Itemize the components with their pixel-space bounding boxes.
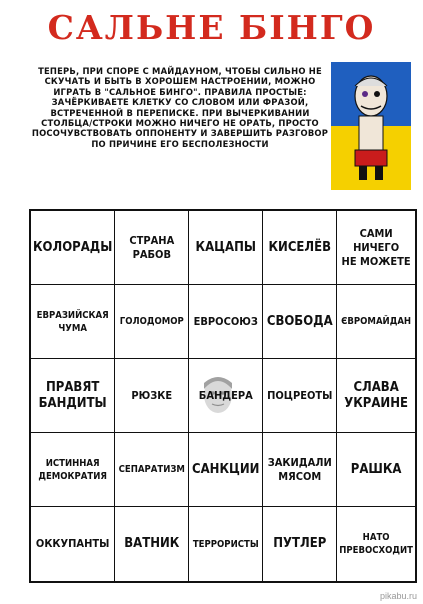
cell-label: ПОЦРЕОТЫ: [267, 388, 333, 402]
cell-label: ГОЛОДОМОР: [119, 316, 184, 327]
bingo-cell[interactable]: [189, 507, 263, 581]
bingo-cell[interactable]: [337, 507, 415, 581]
cell-label: БАНДЕРА: [198, 388, 253, 402]
bingo-cell[interactable]: [263, 433, 337, 507]
cell-label: КИСЕЛЁВ: [268, 239, 332, 255]
bingo-cell[interactable]: [189, 211, 263, 285]
cell-label: СТРАНА РАБОВ: [129, 233, 175, 261]
cell-label: РЮЗКЕ: [131, 388, 173, 402]
cell-label: ОККУПАНТЫ: [35, 537, 110, 550]
cell-label: ЄВРОМАЙДАН: [341, 316, 412, 327]
cell-label: СЕПАРАТИЗМ: [118, 464, 185, 475]
cell-label: КАЦАПЫ: [195, 239, 256, 255]
bingo-cell[interactable]: [31, 359, 115, 433]
cell-label: ИСТИННАЯ ДЕМОКРАТИЯ: [38, 457, 107, 482]
bingo-cell[interactable]: [31, 507, 115, 581]
cell-label: ЕВРАЗИЙСКАЯ ЧУМА: [36, 309, 109, 334]
bingo-cell[interactable]: [263, 507, 337, 581]
cell-label: НАТО ПРЕВОСХОДИТ: [339, 532, 413, 556]
page-title: САЛЬНЕ БІНГО: [47, 8, 376, 47]
bingo-cell[interactable]: [115, 211, 189, 285]
bingo-cell[interactable]: [337, 433, 415, 507]
rules-text: ТЕПЕРЬ, ПРИ СПОРЕ С МАЙДАУНОМ, ЧТОБЫ СИЛЬНО НЕ СКУЧАТЬ И БЫТЬ В ХОРОШЕМ НАСТРОЕНИИ, МОЖНО ИГРАТЬ В "САЛЬНОЕ БИНГО". ПРАВИЛА ПРОСТЫЕ: ЗАЧЁРКИВАЕТЕ КЛЕТКУ СО СЛОВОМ ИЛИ ФРАЗОЙ, ВСТРЕЧЕННОЙ В ПЕРЕПИСКЕ. ПРИ ВЫЧЕРКИВАНИИ СТОЛБЦА/СТРОКИ МОЖНО НИЧЕГО НЕ ОРАТЬ, ПРОСТО ПОСОЧУВСТВОВАТЬ ОППОНЕНТУ И ЗАВЕРШИТЬ РАЗГОВОР ПО ПРИЧИНЕ ЕГО БЕСПОЛЕЗНОСТИ: [31, 66, 329, 149]
bingo-cell[interactable]: [337, 211, 415, 285]
cell-label: РАШКА: [350, 461, 402, 477]
bingo-cell[interactable]: [189, 433, 263, 507]
watermark: pikabu.ru: [379, 591, 417, 601]
bingo-cell[interactable]: [115, 507, 189, 581]
cell-label: ТЕРРОРИСТЫ: [192, 538, 259, 550]
bingo-cell[interactable]: [31, 285, 115, 359]
cell-label: ПРАВЯТ БАНДИТЫ: [38, 379, 107, 411]
bingo-cell[interactable]: [263, 211, 337, 285]
bingo-cell[interactable]: [115, 433, 189, 507]
bingo-cell[interactable]: [31, 211, 115, 285]
cell-label: КОЛОРАДЫ: [33, 239, 113, 255]
cell-label: СВОБОДА: [266, 313, 333, 329]
cell-label: ЕВРОСОЮЗ: [193, 314, 258, 328]
bingo-grid: [29, 209, 417, 583]
cell-label: СЛАВА УКРАИНЕ: [344, 379, 408, 411]
cell-label: САМИ НИЧЕГО НЕ МОЖЕТЕ: [341, 226, 411, 268]
bingo-cell[interactable]: [115, 359, 189, 433]
bingo-cell[interactable]: [31, 433, 115, 507]
bingo-cell[interactable]: [263, 285, 337, 359]
bingo-cell[interactable]: [115, 285, 189, 359]
cell-label: ВАТНИК: [124, 536, 180, 551]
flag-caricature-image: [331, 62, 411, 190]
bingo-cell[interactable]: [189, 359, 263, 433]
cell-label: ЗАКИДАЛИ МЯСОМ: [267, 455, 332, 483]
bingo-cell[interactable]: [263, 359, 337, 433]
cell-label: САНКЦИИ: [192, 461, 260, 477]
cell-label: ПУТЛЕР: [273, 536, 327, 551]
bingo-cell[interactable]: [337, 359, 415, 433]
bingo-cell[interactable]: [337, 285, 415, 359]
bingo-cell[interactable]: [189, 285, 263, 359]
